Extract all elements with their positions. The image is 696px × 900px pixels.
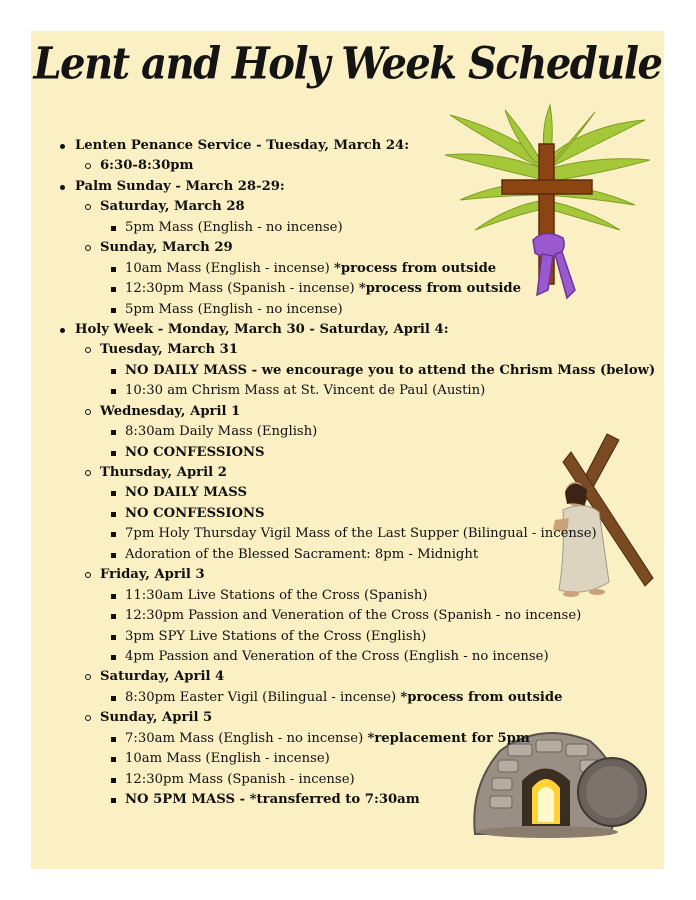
schedule-text: Palm Sunday - March 28-29: xyxy=(75,178,285,194)
schedule-text: Wednesday, April 1 xyxy=(100,403,241,419)
schedule-day xyxy=(0,238,696,258)
schedule-text: Holy Week - Monday, March 30 - Saturday, April 4: xyxy=(75,321,449,337)
page-title: Lent and Holy Week Schedule xyxy=(33,37,662,90)
schedule-text: 10am Mass (English - incense) xyxy=(125,751,330,767)
schedule-text: 12:30pm Passion and Veneration of the Cross (Spanish - no incense) xyxy=(125,608,582,624)
schedule-day xyxy=(0,340,696,360)
schedule-section xyxy=(0,177,696,197)
schedule-emphasis: *process from outside xyxy=(333,260,497,276)
schedule-emphasis: NO DAILY MASS - we encourage you to attend the Chrism Mass (below) xyxy=(125,362,656,378)
schedule-text: 7pm Holy Thursday Vigil Mass of the Last Supper (Bilingual - incense) xyxy=(125,526,597,542)
schedule-section xyxy=(0,136,696,156)
schedule-item xyxy=(0,790,696,810)
schedule-day xyxy=(0,667,696,687)
schedule-text: 12:30pm Mass (Spanish - incense) xyxy=(125,281,359,297)
schedule-item xyxy=(0,381,696,401)
schedule-day xyxy=(0,156,696,176)
schedule-list xyxy=(0,136,696,810)
schedule-item xyxy=(0,483,696,503)
schedule-text: 3pm SPY Live Stations of the Cross (English) xyxy=(125,628,427,644)
schedule-item xyxy=(0,361,696,381)
schedule-text: Lenten Penance Service - Tuesday, March 24: xyxy=(75,138,410,153)
schedule-item xyxy=(0,770,696,790)
schedule-text: 8:30am Daily Mass (English) xyxy=(125,424,318,440)
schedule-item xyxy=(0,422,696,442)
schedule-item xyxy=(0,627,696,647)
schedule-text: Thursday, April 2 xyxy=(100,465,227,480)
schedule-item xyxy=(0,729,696,749)
schedule-day xyxy=(0,708,696,728)
schedule-item xyxy=(0,279,696,299)
schedule-text: Sunday, April 5 xyxy=(100,710,213,726)
schedule-item xyxy=(0,259,696,279)
schedule-emphasis: NO 5PM MASS - *transferred to 7:30am xyxy=(125,792,420,807)
schedule-text: 5pm Mass (English - no incense) xyxy=(125,219,343,235)
schedule-text: 7:30am Mass (English - no incense) xyxy=(125,730,368,746)
schedule-text: 5pm Mass (English - no incense) xyxy=(125,301,343,317)
schedule-day xyxy=(0,463,696,483)
schedule-text: Adoration of the Blessed Sacrament: 8pm - Midnight xyxy=(125,546,479,562)
schedule-item xyxy=(0,749,696,769)
schedule-item xyxy=(0,443,696,463)
schedule-day xyxy=(0,197,696,217)
schedule-item xyxy=(0,688,696,708)
schedule-item xyxy=(0,606,696,626)
schedule-text: 11:30am Live Stations of the Cross (Spanish) xyxy=(125,587,428,603)
schedule-day xyxy=(0,565,696,585)
schedule-item xyxy=(0,300,696,320)
schedule-text: 8:30pm Easter Vigil (Bilingual - incense) xyxy=(125,689,401,705)
schedule-text: Tuesday, March 31 xyxy=(100,342,239,358)
schedule-text: Sunday, March 29 xyxy=(100,240,233,256)
schedule-item xyxy=(0,524,696,544)
schedule-item xyxy=(0,647,696,667)
schedule-emphasis: NO DAILY MASS xyxy=(125,485,247,501)
schedule-section xyxy=(0,320,696,340)
schedule-emphasis: *replacement for 5pm xyxy=(367,730,530,746)
schedule-text: 4pm Passion and Veneration of the Cross (English - no incense) xyxy=(125,648,549,664)
schedule-text: Saturday, April 4 xyxy=(100,669,225,685)
schedule-emphasis: *process from outside xyxy=(400,689,563,705)
schedule-text: 6:30-8:30pm xyxy=(100,158,194,174)
schedule-text: Friday, April 3 xyxy=(100,567,205,583)
schedule-emphasis: NO CONFESSIONS xyxy=(125,505,265,521)
schedule-emphasis: *process from outside xyxy=(358,281,522,297)
schedule-text: 12:30pm Mass (Spanish - incense) xyxy=(125,771,355,787)
schedule-emphasis: NO CONFESSIONS xyxy=(125,444,265,460)
schedule-item xyxy=(0,504,696,524)
schedule-text: 10am Mass (English - incense) xyxy=(125,260,334,276)
schedule-day xyxy=(0,402,696,422)
schedule-item xyxy=(0,218,696,238)
schedule-item xyxy=(0,586,696,606)
schedule-text: 10:30 am Chrism Mass at St. Vincent de Paul (Austin) xyxy=(125,383,486,399)
schedule-item xyxy=(0,545,696,565)
schedule-text: Saturday, March 28 xyxy=(100,199,245,215)
